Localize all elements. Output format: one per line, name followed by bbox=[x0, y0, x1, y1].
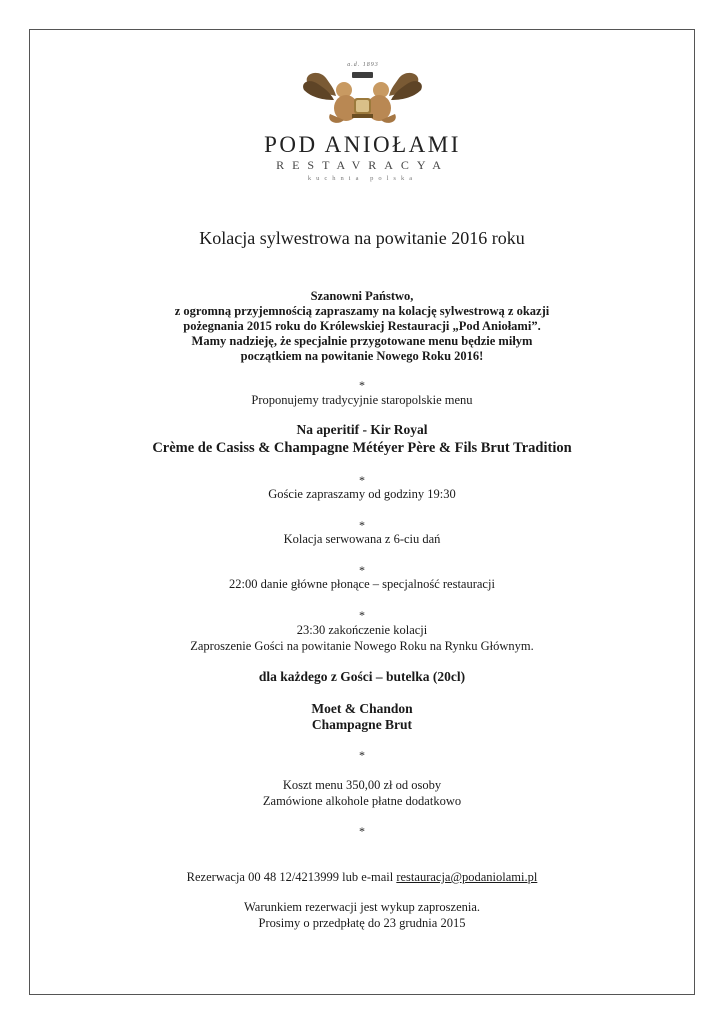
separator: * bbox=[359, 608, 365, 622]
logo-established: a.d. 1893 bbox=[347, 62, 379, 68]
intro-line: pożegnania 2015 roku do Królewskiej Restauracji „Pod Aniołami”. bbox=[183, 319, 541, 333]
angels-emblem-icon bbox=[300, 70, 425, 128]
intro-line: początkiem na powitanie Nowego Roku 2016! bbox=[240, 349, 484, 363]
reservation-info bbox=[29, 870, 695, 885]
logo-tagline: kuchnia polska bbox=[307, 175, 418, 182]
courses-info: Kolacja serwowana z 6-ciu dań bbox=[283, 532, 441, 546]
reservation-text: Rezerwacja 00 48 12/4213999 lub e-mail bbox=[186, 870, 397, 884]
reservation-condition: Warunkiem rezerwacji jest wykup zaproszenia. bbox=[243, 900, 481, 914]
end-time: 23:30 zakończenie kolacji bbox=[296, 623, 428, 637]
alcohol-note: Zamówione alkohole płatne dodatkowo bbox=[262, 794, 462, 808]
champagne-type: Champagne Brut bbox=[311, 717, 413, 732]
restaurant-logo bbox=[250, 62, 475, 182]
champagne-name: Moet & Chandon bbox=[311, 701, 413, 716]
separator: * bbox=[359, 473, 365, 487]
separator: * bbox=[359, 748, 365, 762]
intro-paragraph bbox=[29, 289, 695, 364]
intro-line: Szanowni Państwo, bbox=[310, 289, 414, 303]
new-year-invite: Zaproszenie Gości na powitanie Nowego Roku na Rynku Głównym. bbox=[190, 639, 534, 653]
aperitif-detail: Crème de Casiss & Champagne Météyer Père & Fils Brut Tradition bbox=[152, 440, 572, 456]
reservation-email-link[interactable]: restauracja@podaniolami.pl bbox=[396, 870, 538, 884]
separator: * bbox=[359, 563, 365, 577]
aperitif-heading: Na aperitif - Kir Royal bbox=[296, 422, 428, 437]
separator: * bbox=[359, 824, 365, 838]
separator: * bbox=[359, 518, 365, 532]
separator: * bbox=[359, 378, 365, 392]
main-course-info: 22:00 danie główne płonące – specjalność restauracji bbox=[229, 577, 495, 591]
intro-line: z ogromną przyjemnością zapraszamy na kolację sylwestrową z okazji bbox=[174, 304, 550, 318]
guests-time: Goście zapraszamy od godziny 19:30 bbox=[268, 487, 456, 501]
logo-subtitle: RESTAVRACYA bbox=[276, 158, 449, 172]
menu-proposal: Proponujemy tradycyjnie staropolskie menu bbox=[251, 393, 473, 407]
page-title: Kolacja sylwestrowa na powitanie 2016 roku bbox=[199, 228, 525, 248]
intro-line: Mamy nadzieję, że specjalnie przygotowane menu będzie miłym bbox=[191, 334, 533, 348]
price-info: Koszt menu 350,00 zł od osoby bbox=[282, 778, 442, 792]
prepayment-deadline: Prosimy o przedpłatę do 23 grudnia 2015 bbox=[258, 916, 466, 930]
bottle-info: dla każdego z Gości – butelka (20cl) bbox=[258, 669, 466, 684]
logo-name: POD ANIOŁAMI bbox=[264, 132, 461, 157]
